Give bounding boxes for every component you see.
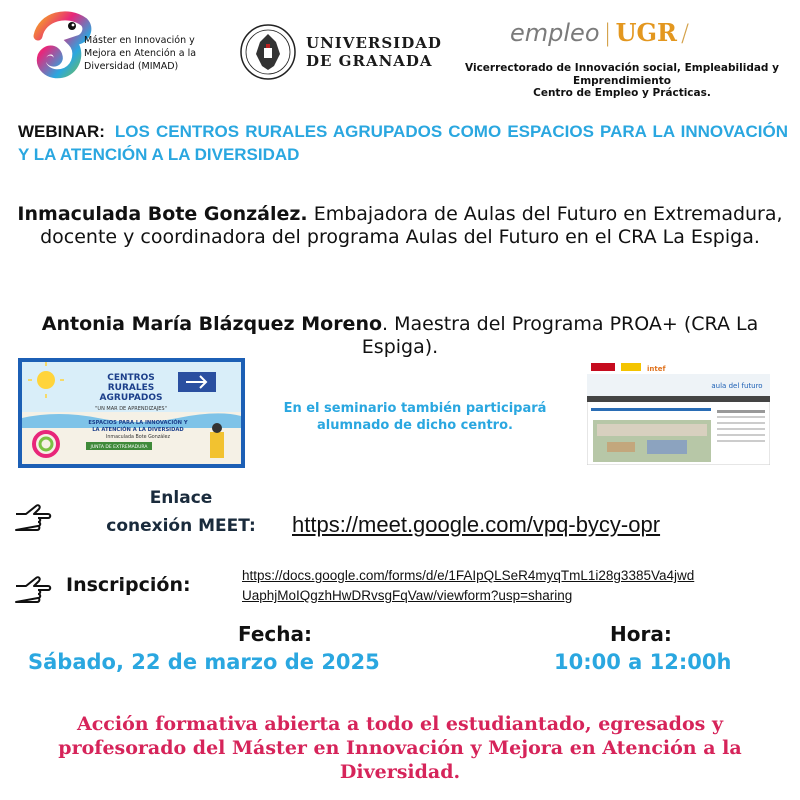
empleo-word: empleo	[510, 19, 600, 47]
cra-poster-subtitle: "UN MAR DE APRENDIZAJES"	[95, 406, 167, 412]
cra-poster-title-1: CENTROS	[107, 373, 155, 383]
inscripcion-link-line1[interactable]: https://docs.google.com/forms/d/e/1FAIpQLSeR4myqTmL1i28g3385Va4jwd	[242, 568, 695, 583]
cra-poster-title-3: AGRUPADOS	[99, 393, 163, 403]
seminar-note: En el seminario también participará alumnado de dicho centro.	[283, 401, 547, 433]
webinar-label: WEBINAR:	[18, 122, 105, 141]
mimad-logo-text: Máster en Innovación y Mejora en Atención a la Diversidad (MIMAD)	[84, 35, 197, 72]
divider: /	[680, 19, 690, 47]
aula-org: intef	[647, 365, 666, 373]
cra-poster-title-2: RURALES	[107, 383, 155, 393]
pointing-hand-icon	[12, 498, 52, 538]
vicerrectorado-text	[452, 62, 792, 100]
cra-poster-badge: JUNTA DE EXTREMADURA	[90, 445, 148, 450]
empleo-ugr-logo	[510, 18, 750, 47]
aula-brand: aula del futuro	[711, 382, 763, 390]
divider: |	[603, 19, 612, 47]
ugr-name-line1: UNIVERSIDAD	[306, 34, 442, 52]
speaker-2-description: . Maestra del Programa PROA+ (CRA La Espiga).	[361, 313, 759, 358]
meet-label-line1: Enlace	[149, 488, 213, 508]
webinar-heading	[18, 120, 788, 166]
speaker-1-name: Inmaculada Bote González.	[17, 203, 308, 225]
pointing-hand-icon	[12, 570, 52, 610]
webinar-title: LOS CENTROS RURALES AGRUPADOS COMO ESPACIOS PARA LA INNOVACIÓN Y LA ATENCIÓN A LA DIVERSIDAD	[18, 122, 788, 164]
speaker-1-description: Embajadora de Aulas del Futuro en Extremadura, docente y coordinadora del programa Aulas del Futuro en el CRA La Espiga.	[40, 203, 783, 248]
inscripcion-link-line2[interactable]: UaphjMoIQgzhHwDRvsgFqVaw/viewform?usp=sharing	[242, 588, 573, 603]
hora-label: Hora:	[610, 622, 672, 646]
vicerrectorado-line: Vicerrectorado de Innovación social, Empleabilidad y Emprendimiento	[465, 62, 779, 87]
speaker-2-name: Antonia María Blázquez Moreno	[41, 313, 383, 335]
hora-value: 10:00 a 12:00h	[554, 650, 732, 674]
speaker-2	[6, 313, 794, 359]
cra-poster-author: Inmaculada Bote González	[105, 435, 171, 440]
meet-label	[96, 484, 266, 540]
speaker-1	[6, 203, 794, 249]
fecha-value: Sábado, 22 de marzo de 2025	[28, 650, 380, 674]
fecha-label: Fecha:	[238, 622, 313, 646]
inscripcion-link[interactable]	[242, 566, 782, 606]
footer-note: Acción formativa abierta a todo el estudiantado, egresados y profesorado del Máster en Innovación y Mejora en Atención a la Diversidad.	[58, 713, 742, 783]
centro-line: Centro de Empleo y Prácticas.	[533, 87, 711, 99]
ugr-name-line2: DE GRANADA	[306, 52, 433, 70]
empleo-ugr-word: UGR	[615, 18, 677, 47]
inscripcion-label: Inscripción:	[66, 574, 191, 596]
ugr-name	[306, 34, 442, 70]
meet-label-line2: conexión MEET:	[106, 516, 256, 536]
meet-link[interactable]: https://meet.google.com/vpq-bycy-opr	[292, 512, 661, 537]
cra-poster-topic-2: LA ATENCIÓN A LA DIVERSIDAD	[92, 427, 184, 433]
cra-poster-topic-1: ESPACIOS PARA LA INNOVACIÓN Y	[88, 420, 188, 426]
aula-del-futuro-image	[587, 360, 770, 465]
cra-poster-image	[18, 358, 245, 468]
